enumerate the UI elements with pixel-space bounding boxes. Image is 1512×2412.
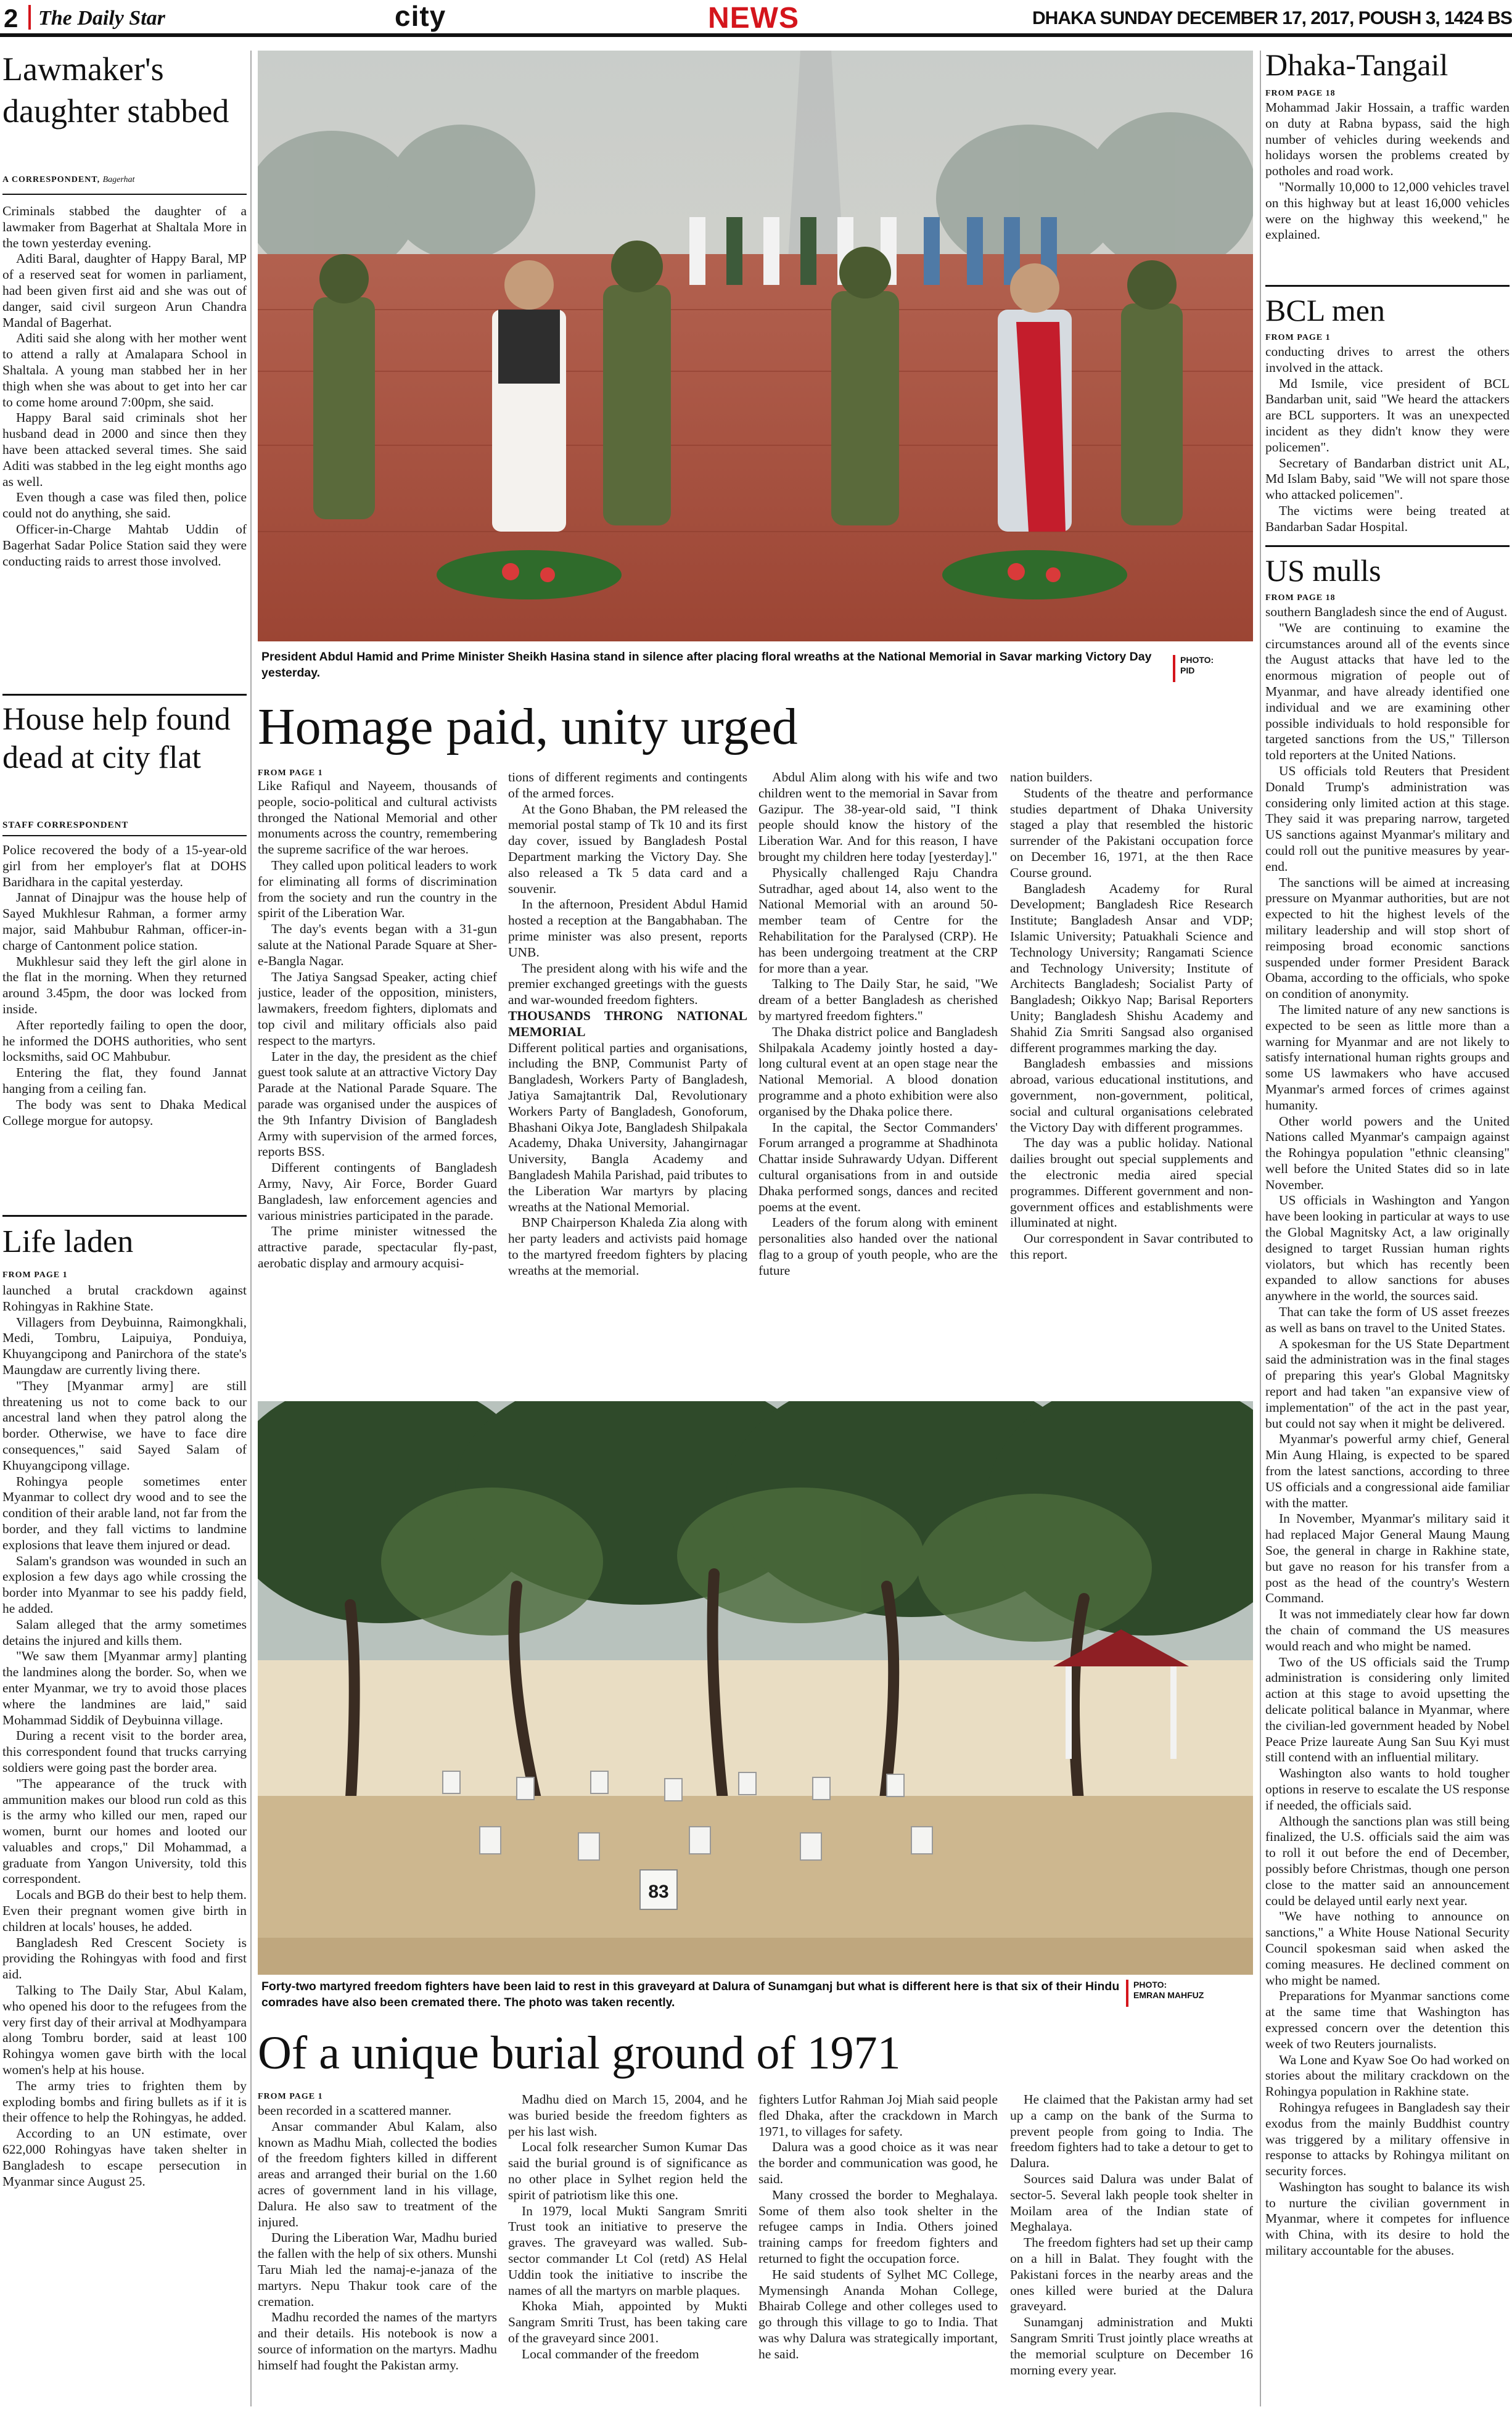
story-body [2,204,247,703]
paragraph: Later in the day, the president as the chief guest took salute at an attractive Victory Day Parade at the National Parade Square. The parade was organised under the auspices of the 9th Infantry Division of Bangladesh Army with supervision of the armed forces, reports BSS. [258,1048,497,1159]
paragraph: The freedom fighters had set up their camp on a hill in Balat. They fought with the Pakistani forces in the nearby areas and the ones killed were buried at the Dalura graveyard. [1010,2235,1253,2314]
story-separator [1265,285,1510,287]
paragraph: In November, Myanmar's military said it had replaced Major General Maung Maung Soe, the general in charge in Rakhine state, but gave no reason for his transfer from a post as the head of the country's Western Command. [1265,1511,1510,1606]
byline [2,175,247,185]
paragraph: Criminals stabbed the daughter of a lawmaker from Bagerhat at Shaltala More in the town yesterday evening. [2,204,247,250]
paragraph: US officials in Washington and Yangon have been looking in particular at ways to use the Global Magnitsky Act, a law originally designed to target Russian human rights violators, but which has recently been expanded to allow sanctions for abuses anywhere in the world, the sources said. [1265,1193,1510,1304]
paragraph: Madhu recorded the names of the martyrs and their details. His notebook is now a source of information on the martyrs. Madhu himself had fought the Pakistan army. [258,2310,497,2373]
paragraph: "The appearance of the truck with ammunition makes our blood run cold as this is the army who killed our men, raped our women, burnt our homes and looted our valuables and crops," Dil Mohammad, a graduate from Yangon University, told this correspondent. [2,1776,247,1887]
paragraph: been recorded in a scattered manner. [258,2103,451,2118]
paragraph: According to an UN estimate, over 622,000 Rohingyas have taken shelter in Bangladesh to escape persecution in Myanmar since August 25. [2,2126,247,2189]
paragraph: Dalura was a good choice as it was near the border and communication was good, he said. [758,2139,998,2186]
paragraph: Washington has sought to balance its wish to nurture the civilian government in Myanmar, where it competes for influence with China, with its desire to hold the military accountable for the abuses. [1265,2179,1510,2258]
paragraph: Locals and BGB do their best to help them. Even their pregnant women give birth in children at locals' houses, he added. [2,1887,247,1934]
paragraph: In 1979, local Mukti Sangram Smriti Trust took an initiative to preserve the graves. The graveyard was walled. Sub-sector commander Lt Col (retd) AS Helal Uddin took the initiative to inscribe the names of all the martyrs on marble plaques. [508,2203,747,2298]
paragraph: Local folk researcher Sumon Kumar Das said the burial ground is of significance as no other place in Sylhet region held the spirit of patriotism like this one. [508,2139,747,2202]
story-body [1265,344,1510,549]
byline-rule [2,194,247,195]
paragraph: Preparations for Myanmar sanctions come at the same time that Washington has expressed concern over the detention this week of two Reuters journalists. [1265,1988,1510,2051]
paragraph: "We have nothing to announce on sanctions," a White House National Security Council spokesman said when asked the coming measures. He declined comment on who might be named. [1265,1909,1510,1988]
paragraph: Madhu died on March 15, 2004, and he was buried beside the freedom fighters as per his last wish. [508,2092,747,2139]
story-headline[interactable]: US mulls [1265,553,1381,588]
paragraph: Many crossed the border to Meghalaya. Some of them also took shelter in the refugee camps in India. Others joined training camps for freedom fighters and returned to fight the occupation force. [758,2187,998,2266]
paragraph: They called upon political leaders to work for eliminating all forms of discrimination from the society and run the country in the spirit of the Liberation War. [258,857,497,921]
paragraph: He said students of Sylhet MC College, Mymensingh Ananda Mohan College, Bhairab College and other colleges used to go through this village to go to India. That was why Dalura was strategically important, he said. [758,2266,998,2361]
photo-image [258,1401,1253,1975]
subhead: THOUSANDS THRONG NATIONAL MEMORIAL [508,1008,747,1039]
paragraph: Police recovered the body of a 15-year-old girl from her employer's flat at DOHS Baridhara in the capital yesterday. [2,842,247,889]
paragraph: Ansar commander Abul Kalam, also known as Madhu Miah, collected the bodies of the freedom fighters killed in different areas and arranged their burial on the 1.60 acres of government land in his village, Dalura. He also saw to treatment of the injured. [258,2118,497,2229]
photo-caption: Forty-two martyred freedom fighters have been laid to rest in this graveyard at Dalura of Sunamganj but what is different here is that six of their Hindu comrades have also been cremated there. The photo was taken recently. [261,1980,1120,2009]
page-number-divider [28,5,31,30]
paragraph: "They [Myanmar army] are still threatening us not to come back to our ancestral land when they patrol along the border. Otherwise, we have to face dire consequences," said Sayed Salam of Khuyangcipong village. [2,1378,247,1473]
paragraph: The victims were being treated at Bandarban Sadar Hospital. [1265,503,1510,534]
paragraph: fighters Lutfor Rahman Joj Miah said people fled Dhaka, after the crackdown in March 1971, to villages for safety. [758,2092,998,2139]
paragraph: Like Rafiqul and Nayeem, thousands of people, socio-political and cultural activists thronged the National Memorial and other monuments across the country, remembering the supreme sacrifice of the war heroes. [258,778,497,857]
paragraph: "We are continuing to examine the circumstances around all of the events since the August attacks that have led to the enormous migration of people out of Myanmar, and have already identified one individual and we are examining other possible individuals to hold responsible for targeted sanctions from the US," Tillerson told reporters at the United Nations. [1265,620,1510,763]
paragraph: Physically challenged Raju Chandra Sutradhar, aged about 14, also went to the National Memorial with an around 50-member team of Centre for the Rehabilitation for the Paralysed (CRP). He has been undergoing treatment at the CRP for more than a year. [758,865,998,976]
paragraph: Students of the theatre and performance studies department of Dhaka University staged a play that resembled the historic surrender of the Pakistani occupation force on December 16, 1971, at the then Race Course ground. [1010,785,1253,880]
story-column [758,770,998,1380]
paragraph: Salam alleged that the army sometimes detains the injured and kills them. [2,1616,247,1648]
paragraph: Khoka Miah, appointed by Mukti Sangram Smriti Trust, has been taking care of the graveyard since 2001. [508,2299,747,2345]
paragraph: Sources said Dalura was under Balat of sector-5. Several lakh people took shelter in Moilam area of the Indian state of Meghalaya. [1010,2171,1253,2234]
paragraph: The Dhaka district police and Bangladesh Shilpakala Academy jointly hosted a day-long cultural event at an open stage near the National Memorial. A blood donation programme and a photo exhibition were also organised by the Dhaka police there. [758,1024,998,1119]
paragraph: Leaders of the forum along with eminent personalities also handed over the national flag to a group of youth people, who are the future [758,1215,998,1278]
paragraph: Talking to The Daily Star, Abul Kalam, who opened his door to the refugees from the very first day of their arrival at Modhyampara along Tombru border, said at least 100 Rohingya women gave birth with the local women's help at his house. [2,1983,247,2078]
story-headline[interactable]: Life laden [2,1224,134,1259]
story-headline[interactable]: House help found dead at city flat [2,702,231,775]
dateline: DHAKA SUNDAY DECEMBER 17, 2017, POUSH 3, 1424 BS [1032,8,1512,28]
story-column [258,2103,497,2410]
paragraph: In the capital, the Sector Commanders' Forum arranged a programme at Shadhinota Chattar inside Suhrawardy Udyan. Different cultural organisations from in and outside Dhaka performed songs, dances and recited poems at the event. [758,1119,998,1214]
credit-bar [1173,655,1175,682]
paragraph: The sanctions will be aimed at increasing pressure on Myanmar authorities, but are not expected to hit the highest levels of the military leadership and will stop short of reimposing broad economic sanctions suspended under former President Barack Obama, according to the officials, who spoke on condition of anonymity. [1265,875,1510,1002]
paragraph: Wa Lone and Kyaw Soe Oo had worked on stories about the military crackdown on the Rohingya population in Rakhine state. [1265,2052,1510,2099]
paragraph: Secretary of Bandarban district unit AL, Md Islam Baby, said "We will not spare those who attacked policemen". [1265,455,1510,503]
paragraph: The army tries to frighten them by exploding bombs and firing bullets as if it is their offence to help the Rohingyas, he added. [2,2078,247,2125]
paragraph: Our correspondent in Savar contributed to this report. [1010,1231,1253,1262]
paragraph: southern Bangladesh since the end of August. [1265,604,1508,619]
story-headline[interactable]: BCL men [1265,293,1385,327]
story-column [1010,770,1253,1380]
masthead [0,0,1512,37]
paragraph: Officer-in-Charge Mahtab Uddin of Bagerhat Sadar Police Station said they were conducting raids to arrest those involved. [2,521,247,569]
paragraph: During a recent visit to the border area, this correspondent found that trucks carrying soldiers were going past the border area. [2,1728,247,1775]
paragraph: US officials told Reuters that President Donald Trump's administration was considering only limited action at this stage. They said it was preparing narrow, targeted US sanctions against Myanmar's military and could roll out the punitive measures by year-end. [1265,763,1510,874]
paragraph: Different contingents of Bangladesh Army, Navy, Air Force, Border Guard Bangladesh, law enforcement agencies and various ministries participated in the parade. [258,1160,497,1223]
section-name: city [395,0,446,32]
paragraph: "Normally 10,000 to 12,000 vehicles travel on this highway but at least 16,000 vehicles were on the highway this weekend," he explained. [1265,179,1510,242]
from-page-label: FROM PAGE 18 [1265,89,1336,98]
story-column [758,2092,998,2410]
paragraph: That can take the form of US asset freezes as well as bans on travel to the United States. [1265,1304,1510,1335]
story-body [1265,604,1510,2409]
paragraph: launched a brutal crackdown against Rohingyas in Rakhine State. [2,1283,247,1314]
story-separator [1265,545,1510,547]
story-column [508,2092,747,2410]
paragraph: Happy Baral said criminals shot her husband dead in 2000 and since then they have been attacked several times. She said Aditi was stabbed in the leg eight months ago as well. [2,410,247,489]
byline: STAFF CORRESPONDENT [2,820,129,830]
story-headline[interactable]: Of a unique burial ground of 1971 [258,2027,901,2079]
photo-victory-day[interactable] [258,51,1253,641]
paragraph: Md Ismile, vice president of BCL Bandarban unit, said "We heard the attackers are BCL supporters. It was an unexpected incident as they didn't know they were policemen". [1265,376,1510,455]
paragraph: The Jatiya Sangsad Speaker, acting chief justice, leader of the opposition, ministers, lawmakers, freedom fighters, diplomats and top civil and military officials also paid respect to the martyrs. [258,969,497,1048]
paragraph: He claimed that the Pakistan army had set up a camp on the bank of the Surma to prevent people from going to India. The freedom fighters had to take a detour to get to Dalura. [1010,2092,1253,2171]
from-page-label: FROM PAGE 18 [1265,593,1336,603]
paragraph: The limited nature of any new sanctions is expected to be seen as little more than a warning for Myanmar and are not likely to satisfy international human rights groups and some US lawmakers who have accused Myanmar's armed forces of crimes against humanity. [1265,1002,1510,1113]
story-column [258,778,497,1380]
photo-caption: President Abdul Hamid and Prime Minister Sheikh Hasina stand in silence after placing floral wreaths at the National Memorial in Savar marking Victory Day yesterday. [261,650,1152,680]
from-page-label: FROM PAGE 1 [258,768,323,778]
photo-credit [1133,1980,1251,2001]
paragraph: Abdul Alim along with his wife and two children went to the memorial in Savar from Gazipur. The 38-year-old said, "I think people should know the history of the Liberation War. And for this reason, I have brought my children here today [yesterday]." [758,770,998,864]
paragraph: Bangladesh embassies and missions abroad, various educational institutions, and government, non-government, political, social and cultural organisations celebrated the Victory Day with different programmes. [1010,1056,1253,1135]
byline-author: A CORRESPONDENT, [2,175,101,184]
paragraph: Sunamganj administration and Mukti Sangram Smriti Trust jointly place wreaths at the memorial sculpture on December 16 morning every year. [1010,2315,1253,2377]
photo-image [258,51,1253,641]
credit-bar [1126,1980,1128,2007]
paragraph: Aditi Baral, daughter of Happy Baral, MP of a reserved seat for women in parliament, had been given first aid and she was out of danger, said civil surgeon Arun Chandra Mandal of Bagerhat. [2,251,247,330]
paragraph: Different political parties and organisations, including the BNP, Communist Party of Bangladesh, Workers Party of Bangladesh, Jatiya Samajtantrik Dal, Revolutionary Workers Party of Bangladesh, Gonoforum, Bhashani Oikya Jote, Bangladesh Shilpakala Academy, Dhaka University, Jahangirnagar University, Bangla Academy and Bangladesh Mahila Parishad, paid tributes to the Liberation War martyrs by placing wreaths at the National Memorial. [508,1040,747,1214]
paragraph: tions of different regiments and contingents of the armed forces. [508,770,747,801]
from-page-label: FROM PAGE 1 [258,2092,323,2101]
photo-credit [1180,655,1248,676]
paragraph: Two of the US officials said the Trump administration is considering only limited action at this stage to avoid upsetting the delicate political balance in Myanmar, where the civilian-led government headed by Nobel Peace Prize laureate Aung San Suu Kyi must still contend with an influential military. [1265,1654,1510,1765]
paragraph: It was not immediately clear how far down the chain of command the US measures would reach and who might be named. [1265,1607,1510,1653]
story-body [1265,100,1510,289]
paragraph: Talking to The Daily Star, he said, "We dream of a better Bangladesh as cherished by martyred freedom fighters." [758,976,998,1023]
paragraph: Aditi said she along with her mother went to attend a rally at Amalapara School in Shaltala. A young man stabbed her in her thigh when she was about to get into her car to come home around 7:00pm, she said. [2,331,247,410]
column-divider-left [250,51,252,2406]
paragraph: "We saw them [Myanmar army] planting the landmines along the border. So, when we enter Myanmar, we try to avoid those places where the landmines are laid," said Mohammad Siddik of Deybuinna village. [2,1648,247,1727]
page-number: 2 [4,4,18,33]
story-headline[interactable]: Dhaka-Tangail [1265,47,1448,82]
photo-dalura-graveyard[interactable] [258,1401,1253,1975]
paragraph: Mohammad Jakir Hossain, a traffic warden on duty at Rabna bypass, said the high number of vehicles during weekends and holidays worsen the problems created by potholes and road work. [1265,100,1510,179]
credit-label: PHOTO: [1180,655,1214,665]
paragraph: Mukhlesur said they left the girl alone in the flat in the morning. When they returned around 3.45pm, the door was locked from inside. [2,953,247,1016]
grave-marker-number: 83 [648,1882,669,1902]
paragraph: Other world powers and the United Nations called Myanmar's campaign against the Rohingya population "ethnic cleansing" well before the United States did so in late November. [1265,1113,1510,1192]
credit-label: PHOTO: [1133,1980,1167,1990]
story-column [1010,2092,1253,2410]
section-label: NEWS [708,2,799,35]
publication-logo[interactable]: The Daily Star [38,7,165,30]
paragraph: Local commander of the freedom [522,2346,699,2361]
paragraph: The day was a public holiday. National dailies brought out special supplements and the electronic media aired special programmes. Different government and non-government offices and establishments were illuminated at night. [1010,1135,1253,1230]
paragraph: After reportedly failing to open the door, he informed the DOHS authorities, who sent locksmiths, said OC Mahbubur. [2,1017,247,1064]
paragraph: Bangladesh Academy for Rural Development; Bangladesh Rice Research Institute; Bangladesh Ansar and VDP; Islamic University; Patuakhali Science and Technology University; Rangamati Science and Technology University; Institute of Architects Bangladesh; Socialist Party of Bangladesh; Oikkyo Nap; Barisal Reporters Unity; Bangladesh Shishu Academy and Shahid Zia Smriti Sangsad also organised different programmes marking the day. [1010,881,1253,1055]
paragraph: At the Gono Bhaban, the PM released the memorial postal stamp of Tk 10 and its first day cover, issued by Bangladesh Postal Department marking the Victory Day. She also released a Tk 5 data card and a souvenir. [508,801,747,896]
story-separator [2,694,247,696]
paragraph: Washington also wants to hold tougher options in reserve to escalate the US response if needed, the officials said. [1265,1766,1510,1813]
paragraph: BNP Chairperson Khaleda Zia along with her party leaders and activists paid homage to the martyred freedom fighters by placing wreaths at the memorial. [508,1215,747,1278]
paragraph: Rohingya refugees in Bangladesh say their exodus from the mainly Buddhist country was triggered by a military offensive in response to attacks by Rohingya militant on security forces. [1265,2099,1510,2179]
byline-rule [2,835,247,836]
paragraph: The president along with his wife and the premier exchanged greetings with the guests and war-wounded freedom fighters. [508,960,747,1008]
story-separator [2,1215,247,1217]
paragraph: Myanmar's powerful army chief, General Min Aung Hlaing, is expected to be spared from the latest sanctions, according to three US officials and a congressional aide familiar with the matter. [1265,1431,1510,1510]
paragraph: The prime minister witnessed the attractive parade, spectacular fly-past, aerobatic display and armoury acquisi- [258,1224,497,1270]
story-column [508,770,747,1380]
story-headline[interactable]: Lawmaker's daughter stabbed [2,51,229,130]
paragraph: A spokesman for the US State Department said the administration was in the final stages of preparing this year's Global Magnitsky report and had taken "an expansive view of implementation" of the act in the past year, but could not say when it might be delivered. [1265,1336,1510,1431]
paragraph: Rohingya people sometimes enter Myanmar to collect dry wood and to see the condition of their arable land, not far from the border, and they fall victims to landmine explosions that leave them injured or dead. [2,1473,247,1552]
paragraph: Villagers from Deybuinna, Raimongkhali, Medi, Tombru, Laipuiya, Ponduiya, Khuyangcipong and Panirchora of the state's Maungdaw are currently living there. [2,1314,247,1377]
story-headline[interactable]: Homage paid, unity urged [258,698,798,755]
paragraph: During the Liberation War, Madhu buried the fallen with the help of six others. Munshi Taru Miah led the namaj-e-janaza of the martyrs. Nepu Thakur took care of the cremation. [258,2230,497,2309]
paragraph: nation builders. [1010,770,1093,784]
byline-place: Bagerhat [102,175,135,184]
paragraph: The day's events began with a 31-gun salute at the National Parade Square at Sher-e-Bangla Nagar. [258,921,497,968]
paragraph: conducting drives to arrest the others involved in the attack. [1265,344,1510,375]
credit-name: EMRAN MAHFUZ [1133,1990,1204,2000]
paragraph: Salam's grandson was wounded in such an explosion a few days ago while crossing the border into Myanmar to see his paddy field, he added. [2,1553,247,1616]
from-page-label: FROM PAGE 1 [1265,333,1331,342]
column-divider-right [1260,51,1261,2406]
paragraph: In the afternoon, President Abdul Hamid hosted a reception at the Bangabhaban. The prime minister was also present, reports UNB. [508,897,747,960]
paragraph: Even though a case was filed then, police could not do anything, she said. [2,490,247,521]
paragraph: Jannat of Dinajpur was the house help of Sayed Mukhlesur Rahman, a former army major, said Mahbubur Rahman, officer-in-charge of Cantonment police station. [2,890,247,953]
paragraph: Bangladesh Red Crescent Society is providing the Rohingyas with food and first aid. [2,1935,247,1982]
story-body [2,842,247,1212]
credit-name: PID [1180,665,1195,675]
from-page-label: FROM PAGE 1 [2,1270,68,1280]
paragraph: The body was sent to Dhaka Medical College morgue for autopsy. [2,1097,247,1128]
paragraph: Although the sanctions plan was still being finalized, the U.S. officials said the aim was to roll it out before the end of December, possibly before Christmas, though one person close to the matter said an announcement could be delayed until early next year. [1265,1813,1510,1908]
paragraph: Entering the flat, they found Jannat hanging from a ceiling fan. [2,1065,247,1096]
story-body [2,1283,247,2409]
